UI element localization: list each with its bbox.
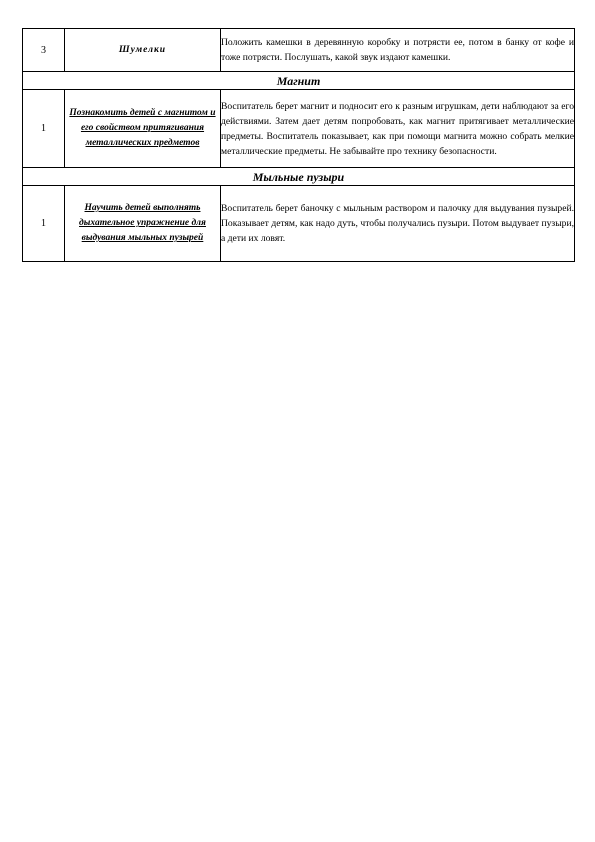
table-row <box>23 90 575 168</box>
row-number: 3 <box>23 29 65 72</box>
activity-title: Научить детей выполнять дыхательное упражнение для выдувания мыльных пузырей <box>65 186 221 262</box>
table-row <box>23 29 575 72</box>
section-heading: Магнит <box>23 72 575 90</box>
activity-description: Воспитатель берет магнит и подносит его к разным игрушкам, дети наблюдают за его действиями. Затем дает детям попробовать, как магнит притягивает металлические предметы. Воспитатель показывает, как при помощи магнита можно собрать мелкие металлические предметы. Не забывайте про технику безопасности. <box>221 90 575 168</box>
activity-description: Воспитатель берет баночку с мыльным раствором и палочку для выдувания пузырей. Показывает детям, как надо дуть, чтобы получались пузыри. Потом выдувает пузыри, а дети их ловят. <box>221 186 575 262</box>
row-number: 1 <box>23 90 65 168</box>
activities-table <box>22 28 575 262</box>
row-number: 1 <box>23 186 65 262</box>
section-header-row <box>23 168 575 186</box>
section-heading: Мыльные пузыри <box>23 168 575 186</box>
activity-title: Шумелки <box>65 29 221 72</box>
table-row <box>23 186 575 262</box>
activity-title: Познакомить детей с магнитом и его свойством притягивания металлических предметов <box>65 90 221 168</box>
section-header-row <box>23 72 575 90</box>
activity-description: Положить камешки в деревянную коробку и потрясти ее, потом в банку от кофе и тоже потрясти. Послушать, какой звук издают камешки. <box>221 29 575 72</box>
